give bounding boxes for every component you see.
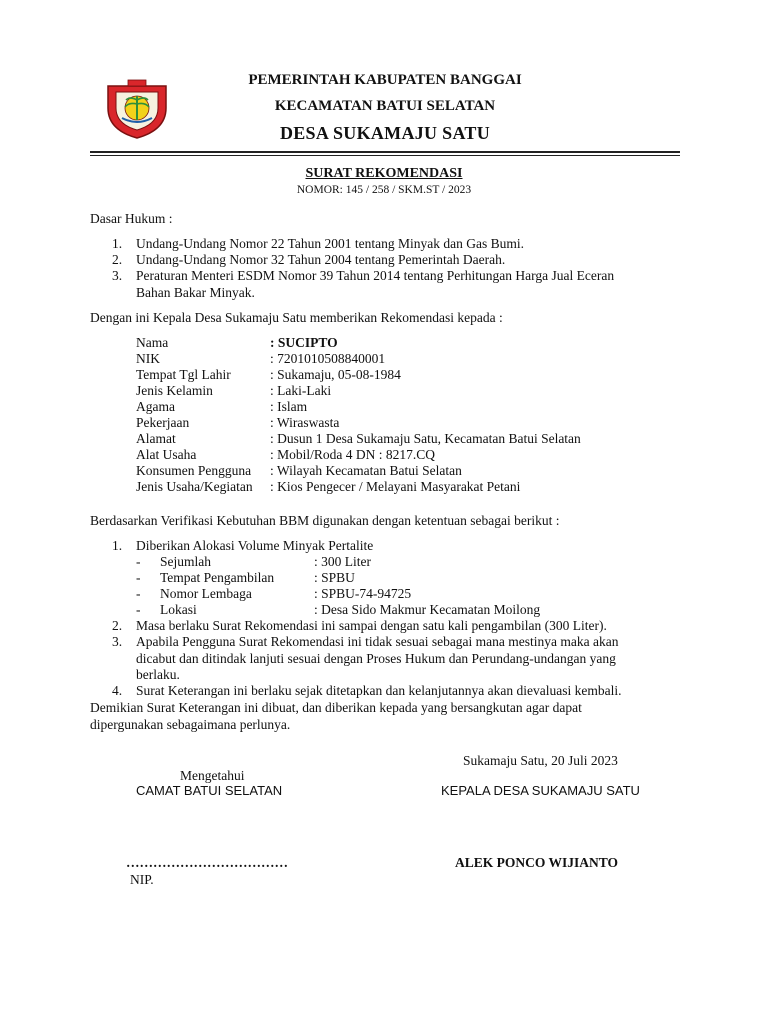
header-village: DESA SUKAMAJU SATU xyxy=(279,123,491,143)
list-item: Peraturan Menteri ESDM Nomor 39 Tahun 2014 tentang Perhitungan Harga Jual Eceran xyxy=(136,268,615,283)
sub-item-label: Nomor Lembaga xyxy=(160,586,252,601)
sub-item-dash: - xyxy=(136,602,141,617)
identity-label: Konsumen Pengguna xyxy=(136,463,252,478)
closing-paragraph-continued: dipergunakan sebagaimana perlunya. xyxy=(90,717,291,732)
header-government: PEMERINTAH KABUPATEN BANGGAI xyxy=(248,72,522,88)
identity-label: Alat Usaha xyxy=(136,447,197,462)
list-number: 1. xyxy=(112,236,123,251)
list-item: Surat Keterangan ini berlaku sejak ditetapkan dan kelanjutannya akan dievaluasi kembali. xyxy=(136,683,622,698)
list-item: Apabila Pengguna Surat Rekomendasi ini tidak sesuai sebagai mana mestinya maka akan xyxy=(136,634,619,649)
sub-item-dash: - xyxy=(136,570,141,585)
identity-value: : Islam xyxy=(270,399,308,414)
sub-item-value: : SPBU xyxy=(314,570,355,585)
sub-item-value: : Desa Sido Makmur Kecamatan Moilong xyxy=(314,602,541,617)
sub-item-value: : 300 Liter xyxy=(314,554,371,569)
identity-label: Agama xyxy=(136,399,175,414)
sub-item-label: Sejumlah xyxy=(160,554,211,569)
identity-label: Jenis Kelamin xyxy=(136,383,213,398)
letter-title: SURAT REKOMENDASI xyxy=(305,166,463,181)
header-rule-thin xyxy=(90,155,680,156)
list-item: Diberikan Alokasi Volume Minyak Pertalite xyxy=(136,538,374,553)
list-number: 3. xyxy=(112,268,123,283)
identity-value: : Mobil/Roda 4 DN : 8217.CQ xyxy=(270,447,436,462)
kades-title: KEPALA DESA SUKAMAJU SATU xyxy=(441,783,640,798)
sub-item-label: Tempat Pengambilan xyxy=(160,570,275,585)
regency-crest-icon xyxy=(104,78,170,140)
list-item-continued: Bahan Bakar Minyak. xyxy=(136,285,255,300)
identity-value: : Wiraswasta xyxy=(270,415,340,430)
identity-value: : Dusun 1 Desa Sukamaju Satu, Kecamatan Batui Selatan xyxy=(270,431,581,446)
verification-paragraph: Berdasarkan Verifikasi Kebutuhan BBM digunakan dengan ketentuan sebagai berikut : xyxy=(90,513,560,528)
list-number: 2. xyxy=(112,252,123,267)
list-item: Undang-Undang Nomor 22 Tahun 2001 tentang Minyak dan Gas Bumi. xyxy=(136,236,524,251)
identity-label: Nama xyxy=(136,335,169,350)
identity-value: : Sukamaju, 05-08-1984 xyxy=(270,367,401,382)
letter-number: NOMOR: 145 / 258 / SKM.ST / 2023 xyxy=(296,184,472,196)
identity-label: Tempat Tgl Lahir xyxy=(136,367,231,382)
identity-label: Alamat xyxy=(136,431,176,446)
identity-value: : SUCIPTO xyxy=(270,335,338,350)
mengetahui-label: Mengetahui xyxy=(180,768,245,783)
header-district: KECAMATAN BATUI SELATAN xyxy=(274,98,496,114)
list-item-continued: dicabut dan ditindak lanjuti sesuai dengan Proses Hukum dan Perundang-undangan yang xyxy=(136,651,616,666)
list-number: 1. xyxy=(112,538,123,553)
camat-name: ……………………………… xyxy=(126,855,288,870)
sub-item-value: : SPBU-74-94725 xyxy=(314,586,412,601)
header-rule-thick xyxy=(90,151,680,153)
list-item-continued: berlaku. xyxy=(136,667,180,682)
identity-value: : Wilayah Kecamatan Batui Selatan xyxy=(270,463,462,478)
sub-item-dash: - xyxy=(136,586,141,601)
dasar-hukum-label: Dasar Hukum : xyxy=(90,211,173,226)
closing-paragraph: Demikian Surat Keterangan ini dibuat, dan diberikan kepada yang bersangkutan agar dapat xyxy=(90,700,582,715)
identity-value: : Laki-Laki xyxy=(270,383,332,398)
list-number: 3. xyxy=(112,634,123,649)
intro-paragraph: Dengan ini Kepala Desa Sukamaju Satu memberikan Rekomendasi kepada : xyxy=(90,310,503,325)
list-item: Masa berlaku Surat Rekomendasi ini sampai dengan satu kali pengambilan (300 Liter). xyxy=(136,618,607,633)
place-date: Sukamaju Satu, 20 Juli 2023 xyxy=(463,753,618,768)
list-number: 4. xyxy=(112,683,123,698)
identity-label: NIK xyxy=(136,351,160,366)
list-number: 2. xyxy=(112,618,123,633)
identity-label: Jenis Usaha/Kegiatan xyxy=(136,479,253,494)
identity-value: : 7201010508840001 xyxy=(270,351,386,366)
sub-item-label: Lokasi xyxy=(160,602,197,617)
nip-label: NIP. xyxy=(130,872,154,887)
identity-value: : Kios Pengecer / Melayani Masyarakat Petani xyxy=(270,479,521,494)
kades-name: ALEK PONCO WIJIANTO xyxy=(455,855,619,870)
list-item: Undang-Undang Nomor 32 Tahun 2004 tentang Pemerintah Daerah. xyxy=(136,252,506,267)
identity-label: Pekerjaan xyxy=(136,415,190,430)
camat-title: CAMAT BATUI SELATAN xyxy=(136,783,283,798)
sub-item-dash: - xyxy=(136,554,141,569)
